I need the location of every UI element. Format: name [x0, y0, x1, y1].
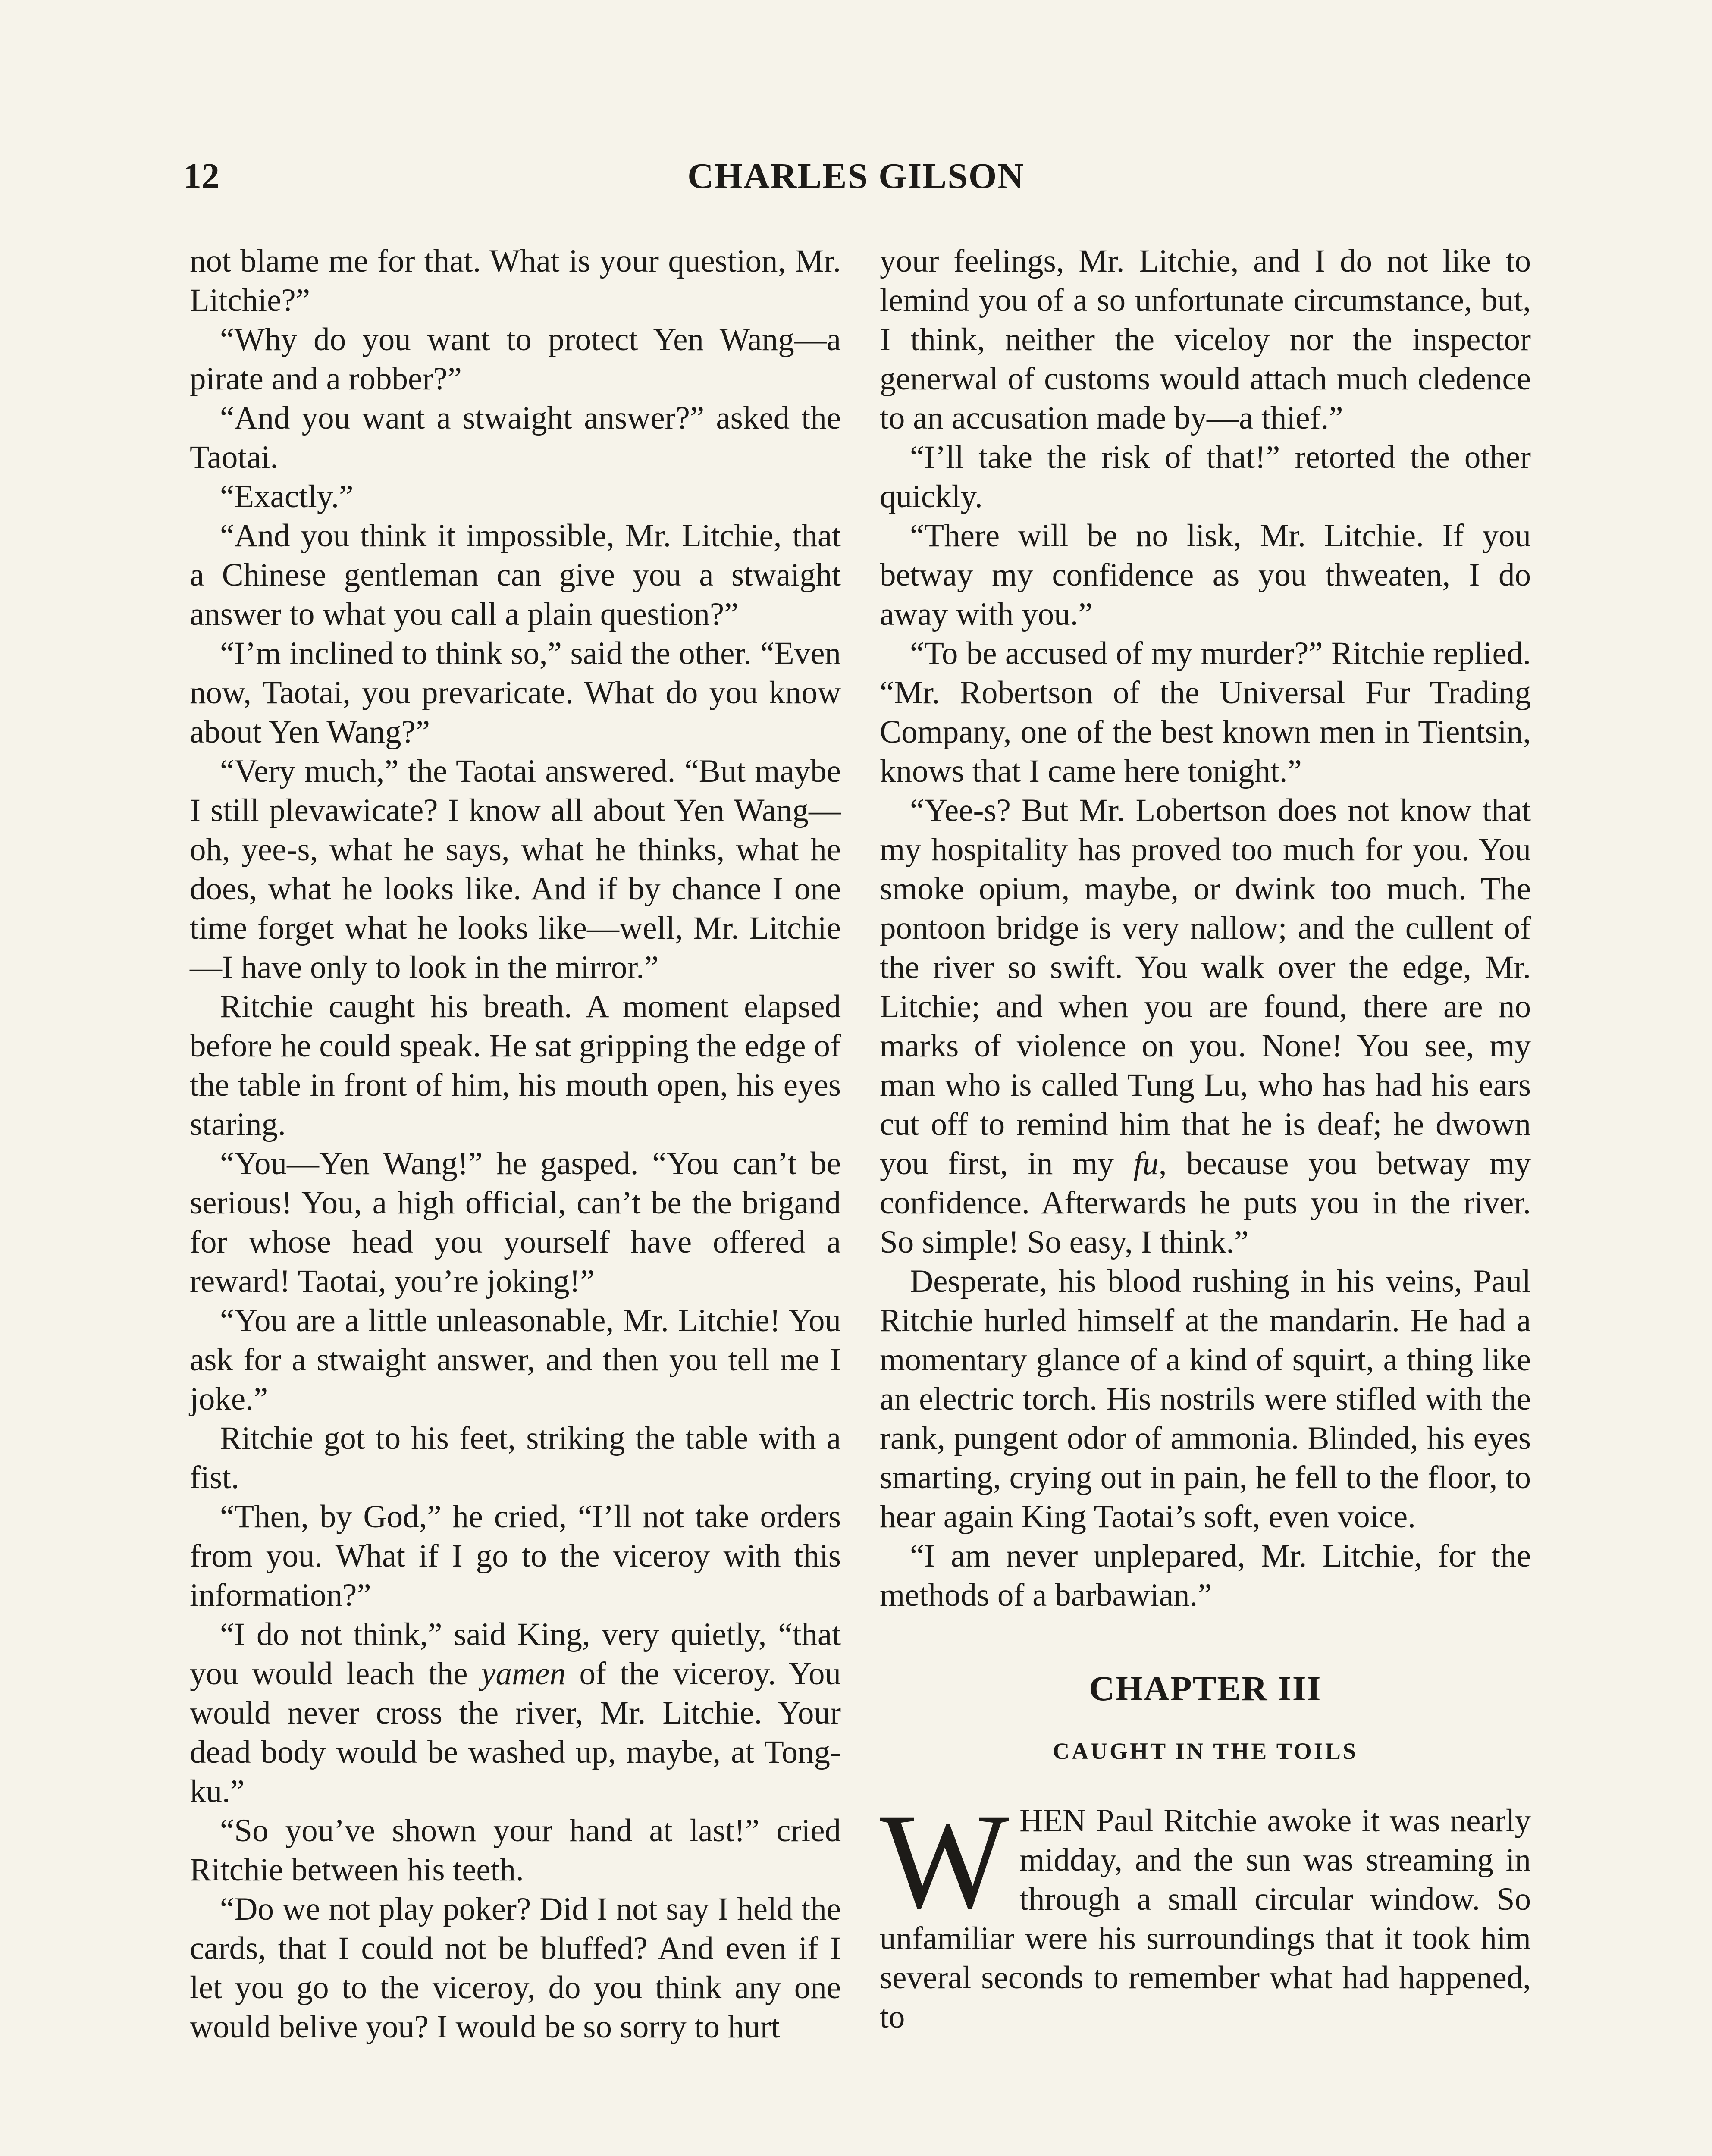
- paragraph: “There will be no lisk, Mr. Litchie. If you betway my confidence as you thweaten, I do away with you.”: [880, 518, 1531, 632]
- chapter-subtitle: CAUGHT IN THE TOILS: [1053, 1738, 1358, 1764]
- paragraph: Ritchie got to his feet, striking the table with a fist.: [190, 1420, 841, 1495]
- text-run: “Yee-s? But Mr. Lobertson does not know that my hospitality has proved too much for you. You smoke opium, maybe, or dwink too much. The pontoon bridge is very nallow; and the cullent of the river so swift. You walk over the edge, Mr. Litchie; and when you are found, there are no marks of violence on you. None! You see, my man who is called Tung Lu, who has had his ears cut off to remind him that he is deaf; he dwown you first, in my: [880, 793, 1531, 1181]
- paragraph: “You are a little unleasonable, Mr. Litchie! You ask for a stwaight answer, and then you tell me I joke.”: [190, 1303, 841, 1417]
- italic-word: fu: [1133, 1146, 1159, 1181]
- right-column: [880, 241, 1531, 2037]
- paragraph: “To be accused of my murder?” Ritchie replied. “Mr. Robertson of the Universal Fur Trading Company, one of the best known men in Tientsin, knows that I came here tonight.”: [880, 636, 1531, 789]
- paragraph: “Do we not play poker? Did I not say I held the cards, that I could not be bluffed? And even if I let you go to the viceroy, do you think any one would belive you? I would be so sorry to hurt: [190, 1891, 841, 2045]
- paragraph: “Very much,” the Taotai answered. “But maybe I still plevawicate? I know all about Yen Wang—oh, yee-s, what he says, what he thinks, what he does, what he looks like. And if by chance I one time forget what he looks like—well, Mr. Litchie—I have only to look in the mirror.”: [190, 753, 841, 985]
- text-run: , because you betway my confidence. Afterwards he puts you in the river. So simple! So easy, I think.”: [880, 1146, 1531, 1260]
- paragraph: [190, 1615, 841, 1811]
- text-run: “I do not think,” said King, very quietly, “that you would leach the: [190, 1617, 841, 1692]
- paragraph: “I’m inclined to think so,” said the other. “Even now, Taotai, you prevaricate. What do you know about Yen Wang?”: [190, 636, 841, 750]
- paragraph: “Why do you want to protect Yen Wang—a pirate and a robber?”: [190, 322, 841, 397]
- running-head: CHARLES GILSON: [687, 156, 1025, 196]
- paragraph: “And you want a stwaight answer?” asked the Taotai.: [190, 400, 841, 475]
- paragraph: your feelings, Mr. Litchie, and I do not like to lemind you of a so unfortunate circumstance, but, I think, neither the viceloy nor the inspector generwal of customs would attach much cledence to an accusation made by—a thief.”: [880, 243, 1531, 436]
- paragraph: “Exactly.”: [220, 479, 354, 514]
- paragraph: “You—Yen Wang!” he gasped. “You can’t be serious! You, a high official, can’t be the brigand for whose head you yourself have offered a reward! Taotai, you’re joking!”: [190, 1146, 841, 1299]
- paragraph: [880, 791, 1531, 1262]
- paragraph: “I am never unplepared, Mr. Litchie, for the methods of a barbawian.”: [880, 1538, 1531, 1613]
- paragraph: Desperate, his blood rushing in his veins, Paul Ritchie hurled himself at the mandarin. He had a momentary glance of a kind of squirt, a thing like an electric torch. His nostrils were stifled with the rank, pungent odor of ammonia. Blinded, his eyes smarting, crying out in pain, he fell to the floor, to hear again King Taotai’s soft, even voice.: [880, 1263, 1531, 1535]
- chapter-opening-paragraph: [880, 1785, 1531, 2037]
- paragraph: “I’ll take the risk of that!” retorted the other quickly.: [880, 439, 1531, 514]
- text-run: HEN Paul Ritchie awoke it was nearly midday, and the sun was streaming in through a small circular window. So unfamiliar were his surroundings that it took him several seconds to remember what had happened, to: [880, 1803, 1531, 2035]
- paragraph: not blame me for that. What is your question, Mr. Litchie?”: [190, 243, 841, 318]
- italic-word: yamen: [481, 1656, 566, 1692]
- drop-cap: W: [880, 1785, 1010, 1937]
- paragraph: “Then, by God,” he cried, “I’ll not take orders from you. What if I go to the viceroy with this information?”: [190, 1499, 841, 1613]
- left-column: [190, 241, 841, 2046]
- paragraph: “And you think it impossible, Mr. Litchie, that a Chinese gentleman can give you a stwaight answer to what you call a plain question?”: [190, 518, 841, 632]
- paragraph: Ritchie caught his breath. A moment elapsed before he could speak. He sat gripping the edge of the table in front of him, his mouth open, his eyes staring.: [190, 989, 841, 1142]
- chapter-title: CHAPTER III: [1089, 1669, 1322, 1708]
- paragraph: “So you’ve shown your hand at last!” cried Ritchie between his teeth.: [190, 1813, 841, 1888]
- page-number: 12: [183, 156, 219, 196]
- text-run: of the viceroy. You would never cross the river, Mr. Litchie. Your dead body would be washed up, maybe, at Tong-ku.”: [190, 1656, 841, 1809]
